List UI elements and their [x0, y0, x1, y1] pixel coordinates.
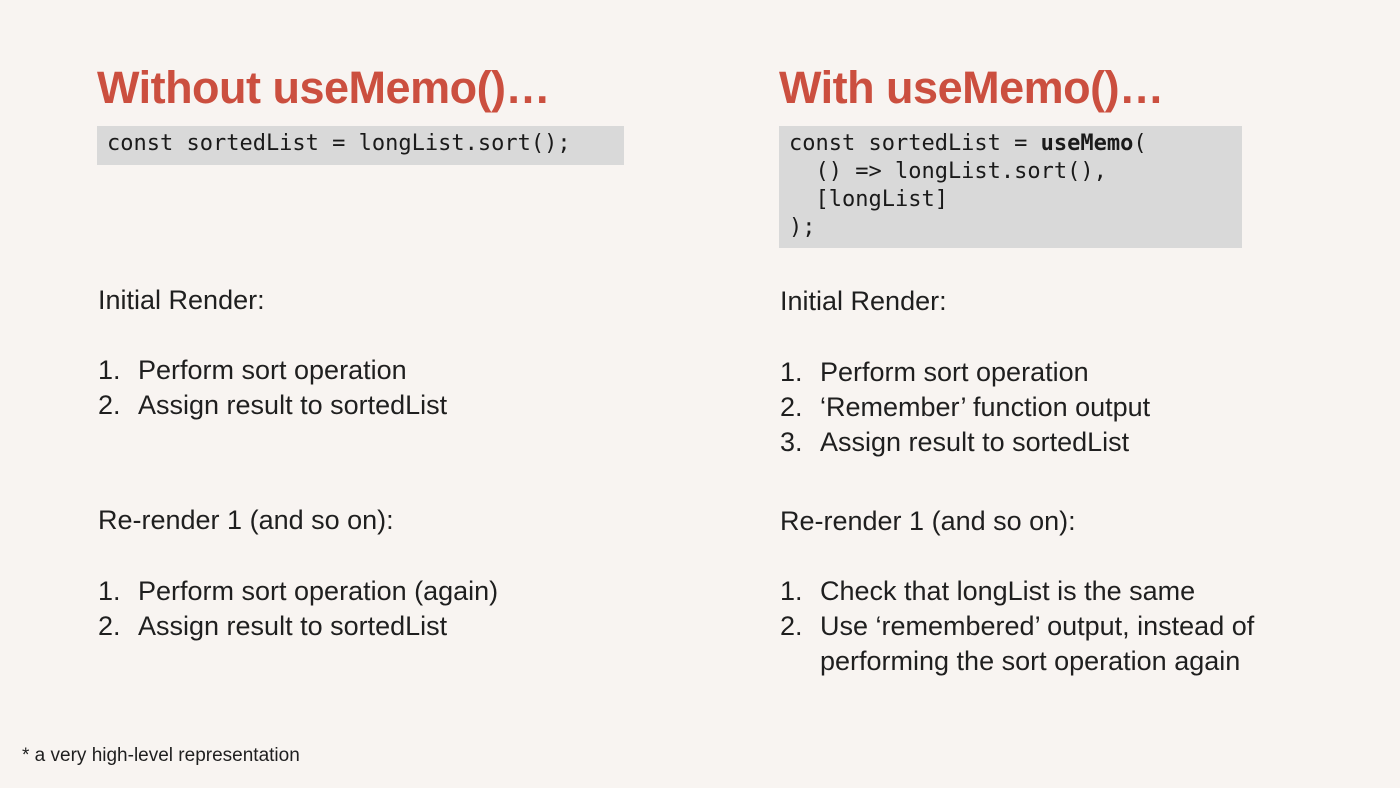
right-code-block	[779, 126, 1242, 248]
left-rerender-heading: Re-render 1 (and so on):	[98, 505, 394, 535]
item-text: Perform sort operation	[138, 355, 407, 385]
list-item	[780, 425, 1150, 460]
item-text: Assign result to sortedList	[138, 611, 448, 641]
right-initial-steps	[780, 355, 1150, 460]
code-line-3: [longList]	[789, 187, 948, 212]
item-number: 2.	[98, 611, 121, 641]
left-code-line: const sortedList = longList.sort();	[107, 131, 571, 156]
footnote: * a very high-level representation	[22, 745, 300, 766]
item-text: Assign result to sortedList	[138, 390, 448, 420]
item-text: Use ‘remembered’ output, instead of performing the sort operation again	[820, 611, 1255, 676]
list-item	[780, 355, 1150, 390]
code-line-1-suffix: (	[1133, 131, 1147, 156]
list-item	[780, 390, 1150, 425]
list-item	[780, 574, 1254, 609]
left-code-block	[97, 126, 624, 165]
list-item	[98, 353, 447, 388]
item-number: 1.	[98, 576, 121, 606]
item-number: 2.	[780, 392, 803, 422]
item-number: 1.	[780, 576, 803, 606]
item-text: Assign result to sortedList	[820, 427, 1130, 457]
left-rerender-steps	[98, 574, 498, 644]
list-item	[98, 388, 447, 423]
list-item	[98, 609, 498, 644]
item-number: 1.	[98, 355, 121, 385]
left-title: Without useMemo()…	[97, 62, 551, 113]
right-rerender-steps	[780, 574, 1254, 679]
left-initial-render-heading: Initial Render:	[98, 285, 265, 315]
right-initial-render-heading: Initial Render:	[780, 286, 947, 316]
item-text: Perform sort operation	[820, 357, 1089, 387]
code-line-2: () => longList.sort(),	[789, 159, 1107, 184]
right-rerender-heading: Re-render 1 (and so on):	[780, 506, 1076, 536]
left-initial-steps	[98, 353, 447, 423]
code-line-1-prefix: const sortedList =	[789, 131, 1041, 156]
item-number: 1.	[780, 357, 803, 387]
code-line-4: );	[789, 215, 816, 240]
item-number: 2.	[98, 390, 121, 420]
item-number: 3.	[780, 427, 803, 457]
item-number: 2.	[780, 611, 803, 641]
code-keyword-usememo: useMemo	[1040, 131, 1134, 156]
item-text: Perform sort operation (again)	[138, 576, 499, 606]
list-item	[98, 574, 498, 609]
list-item	[780, 609, 1254, 679]
item-text: Check that longList is the same	[820, 576, 1196, 606]
right-title: With useMemo()…	[779, 62, 1164, 113]
item-text: ‘Remember’ function output	[820, 392, 1151, 422]
